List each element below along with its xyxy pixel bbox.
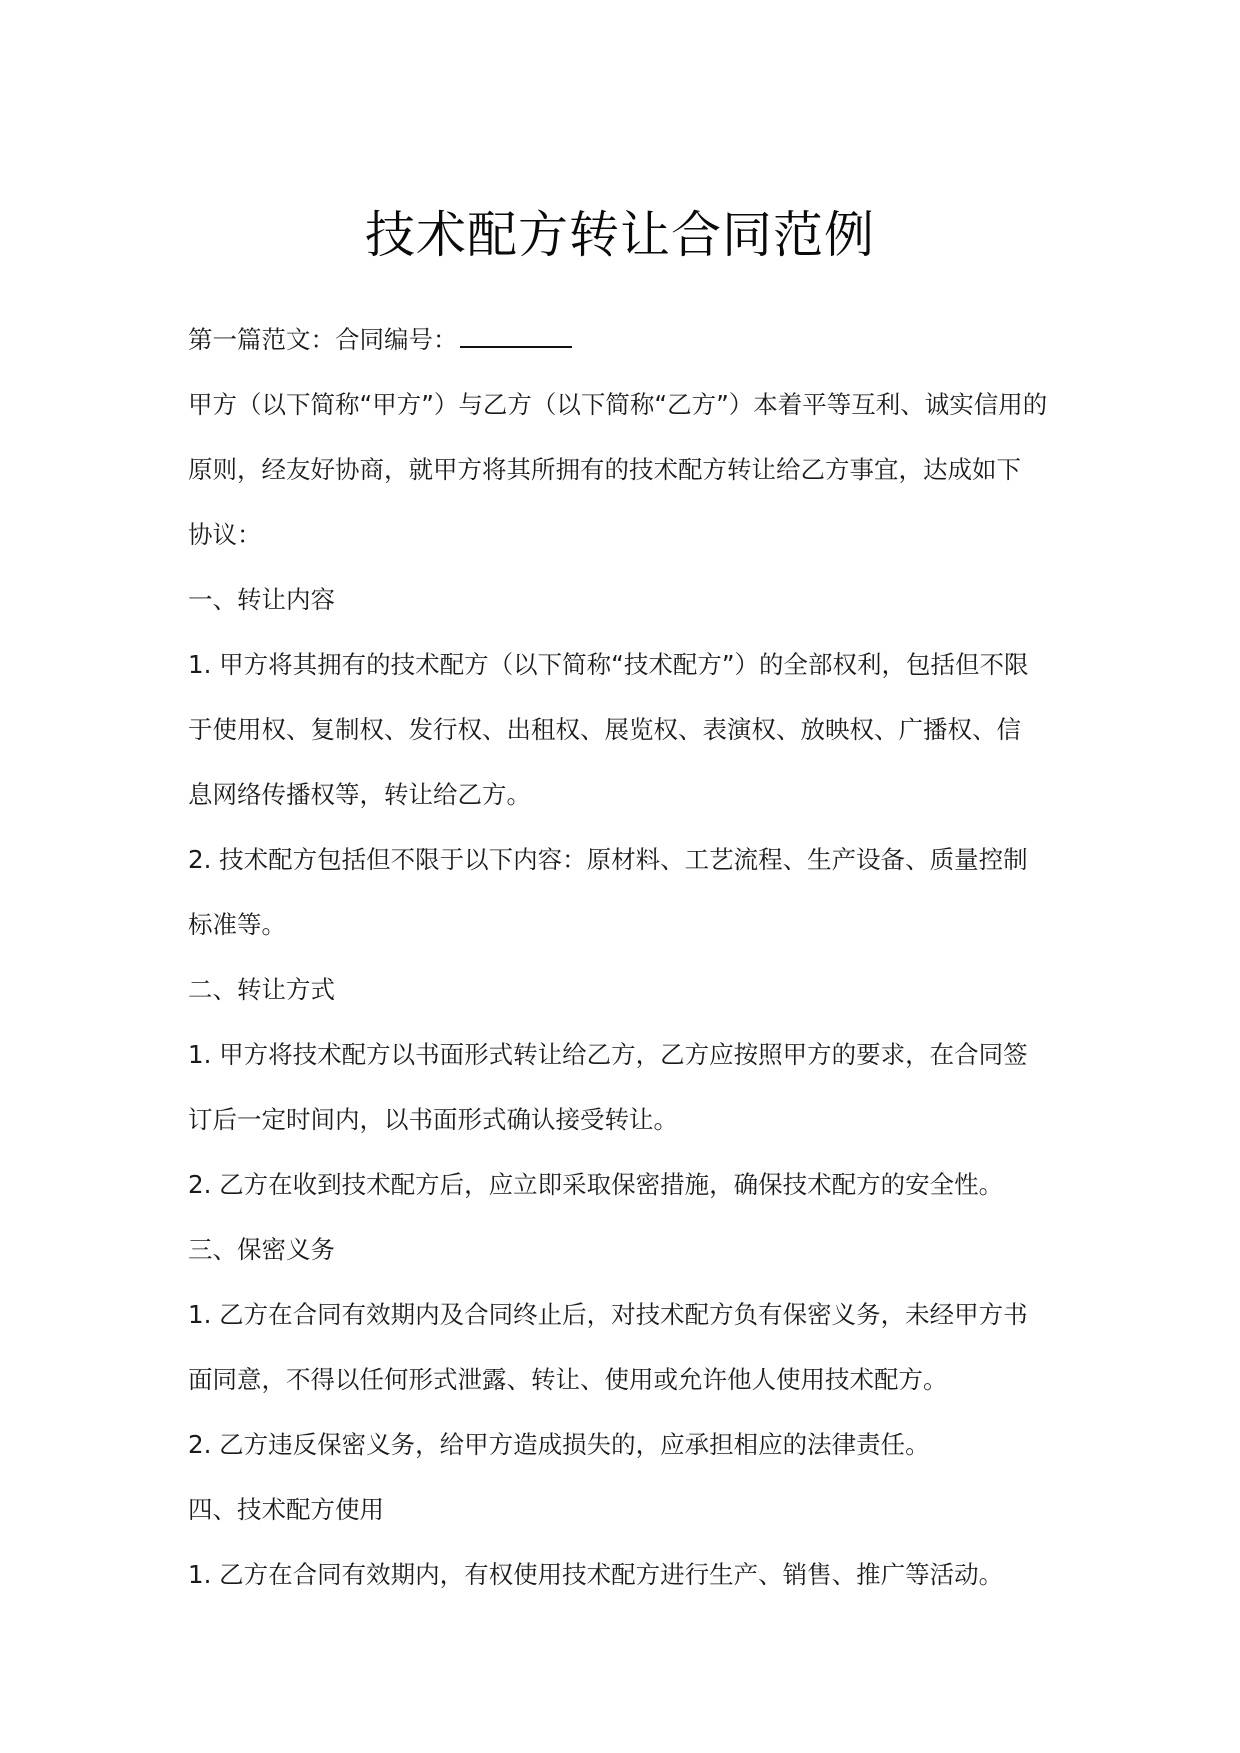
document-title: 技术配方转让合同范例 — [365, 206, 875, 264]
clause-1-2-line-1: 2. 技术配方包括但不限于以下内容：原材料、工艺流程、生产设备、质量控制 — [188, 845, 1028, 874]
preamble-line-2: 原则，经友好协商，就甲方将其所拥有的技术配方转让给乙方事宜，达成如下 — [188, 455, 1021, 484]
clause-1-1-line-3: 息网络传播权等，转让给乙方。 — [188, 780, 531, 809]
clause-1-1-line-1: 1. 甲方将其拥有的技术配方（以下简称“技术配方”）的全部权利，包括但不限 — [188, 650, 1029, 679]
contract-number-line — [188, 320, 1068, 385]
section-heading-3: 三、保密义务 — [188, 1235, 335, 1264]
contract-number-blank — [460, 320, 572, 348]
clause-2-1-line-2: 订后一定时间内，以书面形式确认接受转让。 — [188, 1105, 678, 1134]
clause-3-1-line-1: 1. 乙方在合同有效期内及合同终止后，对技术配方负有保密义务，未经甲方书 — [188, 1300, 1028, 1329]
document-body — [188, 320, 1068, 1620]
clause-3-1-line-2: 面同意，不得以任何形式泄露、转让、使用或允许他人使用技术配方。 — [188, 1365, 948, 1394]
clause-2-1-line-1: 1. 甲方将技术配方以书面形式转让给乙方，乙方应按照甲方的要求，在合同签 — [188, 1040, 1028, 1069]
section-heading-4: 四、技术配方使用 — [188, 1495, 384, 1524]
clause-3-2: 2. 乙方违反保密义务，给甲方造成损失的，应承担相应的法律责任。 — [188, 1430, 930, 1459]
contract-number-label: 第一篇范文：合同编号： — [188, 325, 458, 354]
clause-2-2: 2. 乙方在收到技术配方后，应立即采取保密措施，确保技术配方的安全性。 — [188, 1170, 1004, 1199]
clause-1-1-line-2: 于使用权、复制权、发行权、出租权、展览权、表演权、放映权、广播权、信 — [188, 715, 1021, 744]
section-heading-2: 二、转让方式 — [188, 975, 335, 1004]
preamble-line-3: 协议： — [188, 520, 262, 549]
clause-1-2-line-2: 标准等。 — [188, 910, 286, 939]
preamble-line-1: 甲方（以下简称“甲方”）与乙方（以下简称“乙方”）本着平等互利、诚实信用的 — [188, 390, 1048, 419]
clause-4-1: 1. 乙方在合同有效期内，有权使用技术配方进行生产、销售、推广等活动。 — [188, 1560, 1004, 1589]
section-heading-1: 一、转让内容 — [188, 585, 335, 614]
